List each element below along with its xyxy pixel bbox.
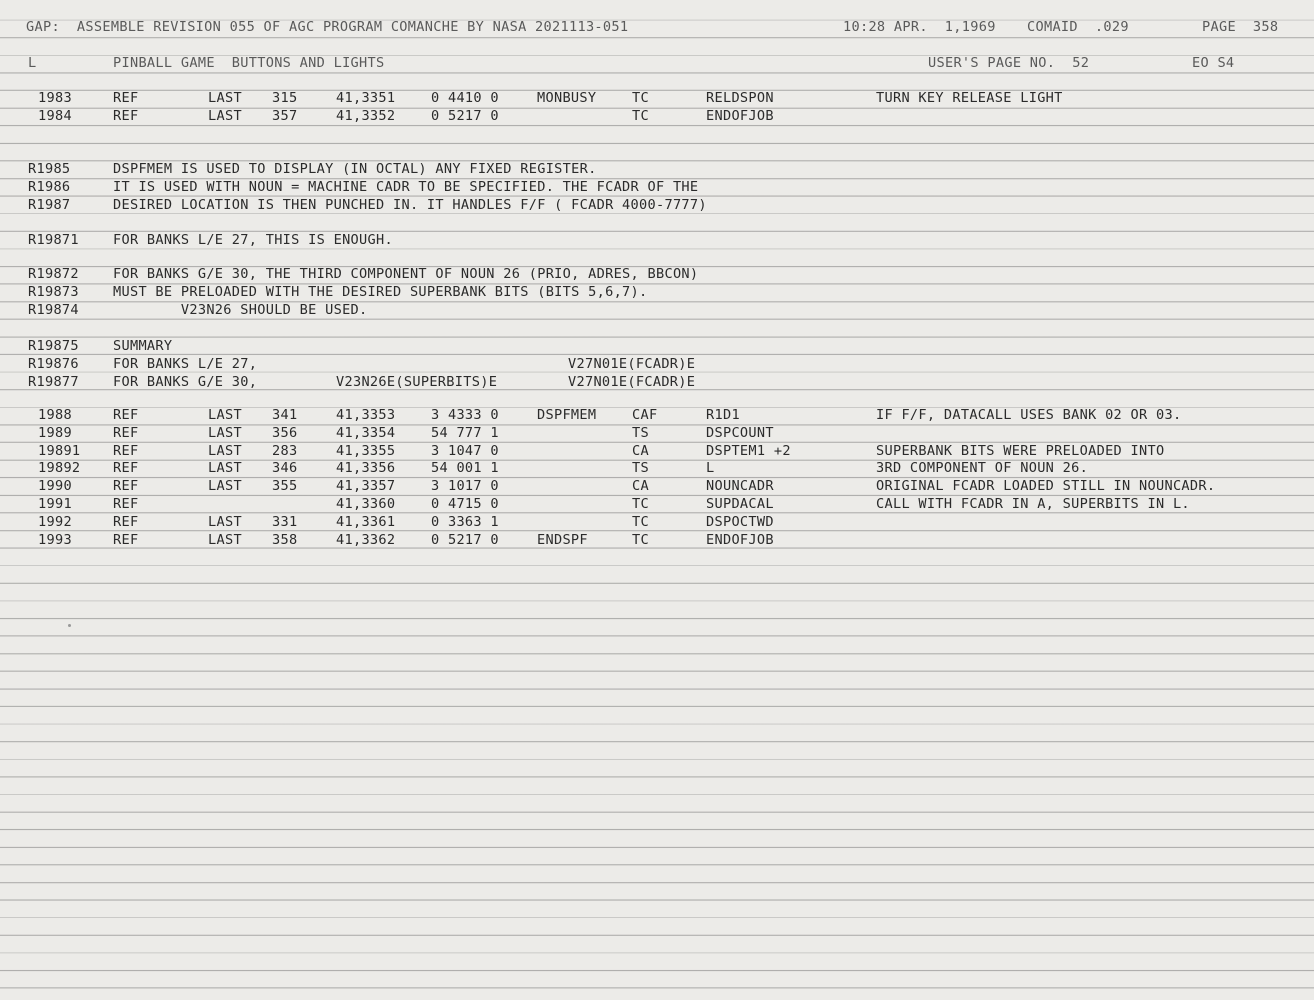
line-number: 19891 <box>38 442 81 459</box>
address: 41,3357 <box>336 478 396 495</box>
address: 41,3355 <box>336 442 396 459</box>
remark-text: SUMMARY <box>113 338 173 354</box>
listing-title: GAP: ASSEMBLE REVISION 055 OF AGC PROGRAM COMANCHE BY NASA 2021113-051 <box>26 19 629 35</box>
remark-text: DSPFMEM IS USED TO DISPLAY (IN OCTAL) ANY FIXED REGISTER. <box>113 161 597 177</box>
ref-keyword: REF <box>113 531 139 548</box>
remark-text: FOR BANKS G/E 30, THE THIRD COMPONENT OF NOUN 26 (PRIO, ADRES, BBCON) <box>113 266 699 282</box>
last-keyword: LAST <box>208 478 242 495</box>
last-line: 283 <box>272 442 298 459</box>
opcode: CA <box>632 442 649 459</box>
octal-word: 0 4410 0 <box>431 90 499 106</box>
octal-word: 0 3363 1 <box>431 513 499 530</box>
ref-keyword: REF <box>113 407 139 423</box>
ref-keyword: REF <box>113 478 139 495</box>
operand: NOUNCADR <box>706 478 774 495</box>
header-line <box>0 19 1279 36</box>
octal-word: 0 5217 0 <box>431 107 499 124</box>
octal-word: 0 4715 0 <box>431 496 499 512</box>
summary-entry: V27N01E(FCADR)E <box>568 373 696 390</box>
remark-number: R1987 <box>28 196 71 213</box>
comment: CALL WITH FCADR IN A, SUPERBITS IN L. <box>876 496 1190 512</box>
remark-number: R1986 <box>28 178 71 195</box>
operand: L <box>706 460 715 477</box>
paper-speck <box>68 624 71 627</box>
opcode: TC <box>632 90 649 106</box>
octal-word: 54 777 1 <box>431 424 499 441</box>
opcode: CAF <box>632 407 658 423</box>
comment: 3RD COMPONENT OF NOUN 26. <box>876 460 1089 477</box>
last-line: 355 <box>272 478 298 495</box>
label: DSPFMEM <box>537 407 597 423</box>
comment: ORIGINAL FCADR LOADED STILL IN NOUNCADR. <box>876 478 1216 495</box>
remark-text: DESIRED LOCATION IS THEN PUNCHED IN. IT HANDLES F/F ( FCADR 4000-7777) <box>113 196 707 213</box>
listing-datetime: 10:28 APR. 1,1969 <box>843 19 996 35</box>
listing-computer: COMAID .029 <box>1027 19 1129 35</box>
ref-keyword: REF <box>113 496 139 512</box>
last-keyword: LAST <box>208 107 242 124</box>
remark-number: R19874 <box>28 301 79 318</box>
remark-text: V23N26 SHOULD BE USED. <box>113 301 368 318</box>
address: 41,3354 <box>336 424 396 441</box>
operand: SUPDACAL <box>706 496 774 512</box>
line-number: 1984 <box>38 107 72 124</box>
label: ENDSPF <box>537 531 588 548</box>
summary-entry: V23N26E(SUPERBITS)E <box>336 373 498 390</box>
line-number: 1990 <box>38 478 72 495</box>
ref-keyword: REF <box>113 460 139 477</box>
comment: TURN KEY RELEASE LIGHT <box>876 90 1063 106</box>
opcode: TC <box>632 496 649 512</box>
ref-keyword: REF <box>113 90 139 106</box>
summary-entry: V27N01E(FCADR)E <box>568 355 696 372</box>
opcode: TC <box>632 107 649 124</box>
opcode: TS <box>632 424 649 441</box>
last-keyword: LAST <box>208 424 242 441</box>
comment: SUPERBANK BITS WERE PRELOADED INTO <box>876 442 1165 459</box>
remark-number: R19877 <box>28 373 79 390</box>
section-title: PINBALL GAME BUTTONS AND LIGHTS <box>113 55 385 71</box>
subheader-line <box>0 55 1235 72</box>
ref-keyword: REF <box>113 513 139 530</box>
last-line: 331 <box>272 513 298 530</box>
opcode: TC <box>632 531 649 548</box>
address: 41,3353 <box>336 407 396 423</box>
last-line: 346 <box>272 460 298 477</box>
address: 41,3351 <box>336 90 396 106</box>
listing-page-number: PAGE 358 <box>1202 19 1279 35</box>
address: 41,3352 <box>336 107 396 124</box>
line-number: 1992 <box>38 513 72 530</box>
line-number: 1983 <box>38 90 72 106</box>
remark-number: R19875 <box>28 338 79 354</box>
last-keyword: LAST <box>208 531 242 548</box>
remark-number: R19871 <box>28 232 79 248</box>
last-keyword: LAST <box>208 513 242 530</box>
operand: DSPTEM1 +2 <box>706 442 791 459</box>
subheader-code: EO S4 <box>1192 55 1235 71</box>
last-line: 358 <box>272 531 298 548</box>
last-keyword: LAST <box>208 442 242 459</box>
last-keyword: LAST <box>208 90 242 106</box>
ref-keyword: REF <box>113 424 139 441</box>
line-number: 19892 <box>38 460 81 477</box>
last-line: 356 <box>272 424 298 441</box>
ref-keyword: REF <box>113 107 139 124</box>
octal-word: 0 5217 0 <box>431 531 499 548</box>
remark-number: R1985 <box>28 161 71 177</box>
address: 41,3356 <box>336 460 396 477</box>
operand: ENDOFJOB <box>706 531 774 548</box>
address: 41,3362 <box>336 531 396 548</box>
operand: R1D1 <box>706 407 740 423</box>
subheader-tag: L <box>28 55 37 71</box>
line-number: 1988 <box>38 407 72 423</box>
octal-word: 3 4333 0 <box>431 407 499 423</box>
remark-text: MUST BE PRELOADED WITH THE DESIRED SUPERBANK BITS (BITS 5,6,7). <box>113 283 648 300</box>
operand: RELDSPON <box>706 90 774 106</box>
remark-text: IT IS USED WITH NOUN = MACHINE CADR TO BE SPECIFIED. THE FCADR OF THE <box>113 178 699 195</box>
opcode: CA <box>632 478 649 495</box>
line-number: 1989 <box>38 424 72 441</box>
users-page-number: USER'S PAGE NO. 52 <box>928 55 1090 71</box>
line-number: 1993 <box>38 531 72 548</box>
remark-number: R19876 <box>28 355 79 372</box>
last-line: 357 <box>272 107 298 124</box>
remark-number: R19873 <box>28 283 79 300</box>
address: 41,3361 <box>336 513 396 530</box>
remark-number: R19872 <box>28 266 79 282</box>
last-line: 341 <box>272 407 298 423</box>
ref-keyword: REF <box>113 442 139 459</box>
last-keyword: LAST <box>208 407 242 423</box>
remark-text: FOR BANKS L/E 27, THIS IS ENOUGH. <box>113 232 393 248</box>
octal-word: 3 1017 0 <box>431 478 499 495</box>
operand: ENDOFJOB <box>706 107 774 124</box>
line-number: 1991 <box>38 496 72 512</box>
comment: IF F/F, DATACALL USES BANK 02 OR 03. <box>876 407 1182 423</box>
last-line: 315 <box>272 90 298 106</box>
address: 41,3360 <box>336 496 396 512</box>
label: MONBUSY <box>537 90 597 106</box>
operand: DSPOCTWD <box>706 513 774 530</box>
octal-word: 54 001 1 <box>431 460 499 477</box>
operand: DSPCOUNT <box>706 424 774 441</box>
last-keyword: LAST <box>208 460 242 477</box>
octal-word: 3 1047 0 <box>431 442 499 459</box>
opcode: TS <box>632 460 649 477</box>
opcode: TC <box>632 513 649 530</box>
remark-text: FOR BANKS G/E 30, <box>113 373 258 390</box>
remark-text: FOR BANKS L/E 27, <box>113 355 258 372</box>
